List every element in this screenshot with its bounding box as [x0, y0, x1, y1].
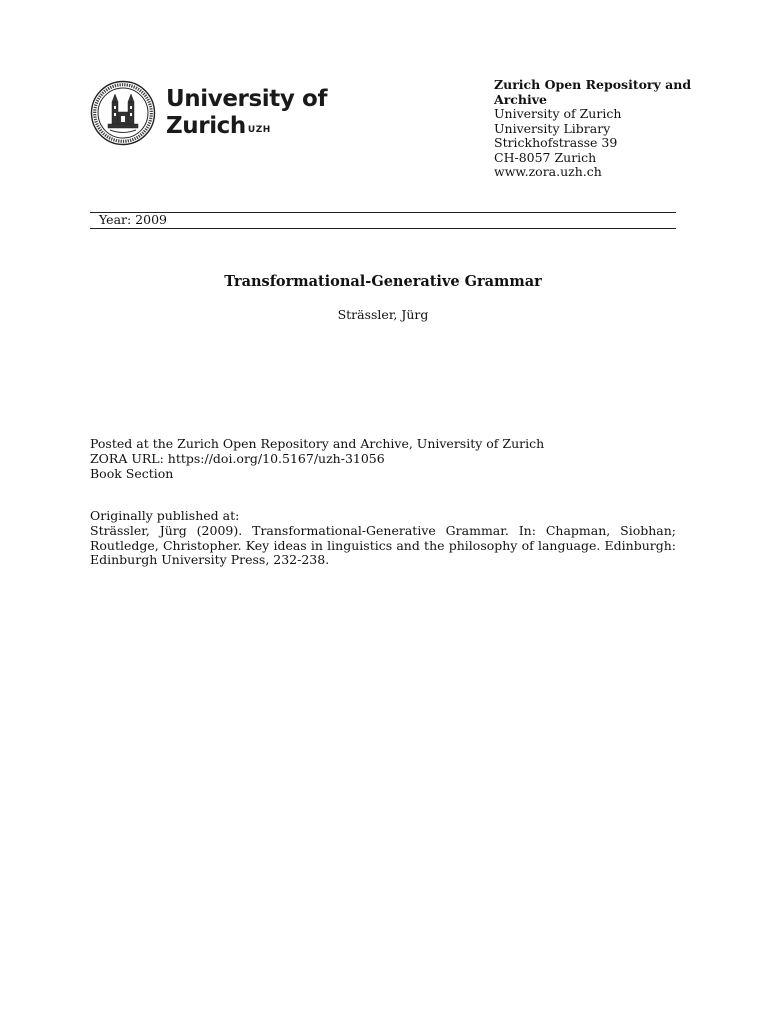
document-author: Strässler, Jürg	[337, 307, 429, 322]
document-title: Transformational-Generative Grammar	[224, 273, 542, 290]
university-wordmark	[166, 86, 327, 140]
wordmark-zurich: Zurich	[166, 113, 246, 139]
original-publication	[90, 509, 676, 568]
wordmark-line2	[166, 113, 327, 140]
item-type: Book Section	[90, 465, 174, 481]
wordmark-suffix: UZH	[247, 125, 271, 135]
repository-address	[494, 78, 694, 180]
address-line: Strickhofstrasse 39	[494, 135, 618, 150]
posting-statement: Posted at the Zurich Open Repository and Archive, University of Zurich	[90, 436, 545, 451]
original-heading: Originally published at:	[90, 508, 240, 523]
university-seal-icon	[90, 80, 156, 146]
university-logo	[90, 80, 330, 150]
original-citation: Strässler, Jürg (2009). Transformational-Generative Grammar. In: Chapman, Siobhan; Routledge, Christopher. Key ideas in linguistics and the philosophy of language. Edinburgh: Edinburgh University Press, 232-238.	[90, 522, 676, 568]
wordmark-line1: University of	[166, 86, 328, 112]
repository-name: Zurich Open Repository and Archive	[494, 77, 692, 107]
address-line: CH-8057 Zurich	[494, 149, 597, 165]
year-rule-bottom	[90, 228, 676, 229]
repository-url[interactable]: www.zora.uzh.ch	[494, 164, 602, 179]
address-line: University of Zurich	[494, 106, 622, 121]
year-rule-top	[90, 212, 676, 213]
address-line: University Library	[494, 120, 611, 136]
posting-info	[90, 437, 680, 481]
zora-url[interactable]: ZORA URL: https://doi.org/10.5167/uzh-31056	[90, 450, 385, 466]
publication-year: Year: 2009	[99, 212, 167, 227]
